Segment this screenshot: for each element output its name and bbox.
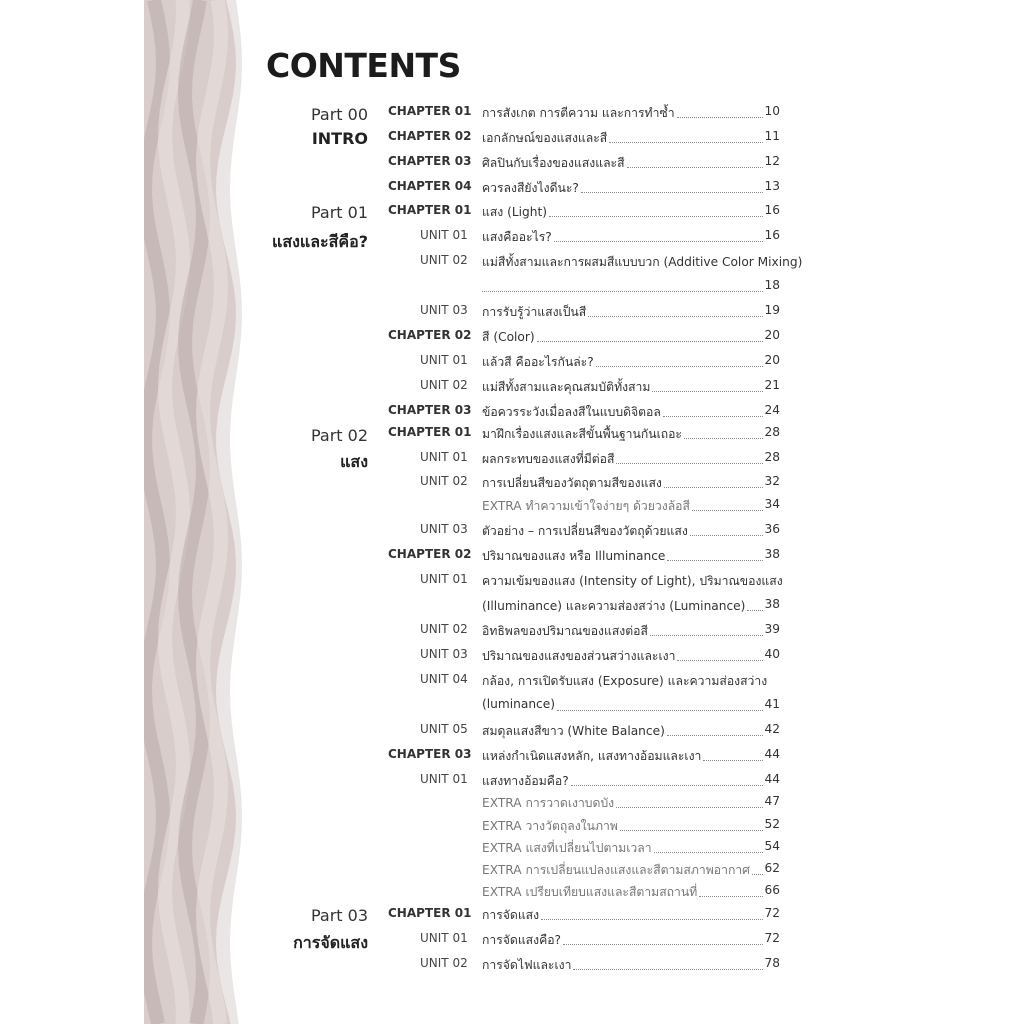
unit-label: UNIT 01 [420, 931, 468, 945]
page-number: 39 [764, 622, 780, 636]
dot-leader [596, 366, 764, 367]
part-number: Part 02 [310, 426, 368, 445]
dot-leader [692, 510, 764, 511]
decorative-wave-band [144, 0, 244, 1024]
page-number: 20 [764, 353, 780, 367]
entry-title: (Illuminance) และความส่องสว่าง (Luminance) [482, 599, 746, 613]
page-number: 42 [764, 722, 780, 736]
dot-leader [667, 560, 763, 561]
dot-leader [616, 463, 763, 464]
dot-leader [747, 610, 763, 611]
dot-leader [563, 944, 763, 945]
entry-title: การจัดแสง [482, 908, 540, 922]
chapter-label: CHAPTER 03 [388, 403, 472, 417]
unit-label: UNIT 01 [420, 450, 468, 464]
page-number: 66 [764, 883, 780, 897]
chapter-label: CHAPTER 02 [388, 129, 472, 143]
extra-title: EXTRA เปรียบเทียบแสงและสีตามสถานที่ [482, 885, 698, 899]
entry-title: เอกลักษณ์ของแสงและสี [482, 131, 608, 145]
dot-leader [554, 241, 764, 242]
chapter-label: CHAPTER 02 [388, 547, 472, 561]
extra-title: EXTRA วางวัตถุลงในภาพ [482, 819, 618, 833]
page-number: 38 [764, 547, 780, 561]
dot-leader [482, 291, 763, 292]
page-number: 16 [764, 228, 780, 242]
entry-title: แสงคืออะไร? [482, 230, 552, 244]
unit-label: UNIT 02 [420, 622, 468, 636]
entry-title: แล้วสี คืออะไรกันล่ะ? [482, 355, 594, 369]
dot-leader [652, 391, 763, 392]
part-number: Part 00 [310, 105, 368, 124]
page-number: 40 [764, 647, 780, 661]
unit-label: UNIT 03 [420, 647, 468, 661]
part-title: INTRO [311, 129, 368, 148]
chapter-label: CHAPTER 03 [388, 154, 472, 168]
unit-label: UNIT 01 [420, 228, 468, 242]
page-number: 10 [764, 104, 780, 118]
page-number: 52 [764, 817, 780, 831]
entry-title: แสง (Light) [482, 205, 548, 219]
page-number: 11 [764, 129, 780, 143]
dot-leader [581, 192, 764, 193]
page-number: 32 [764, 474, 780, 488]
dot-leader [752, 874, 764, 875]
page-number: 19 [764, 303, 780, 317]
page-number: 21 [764, 378, 780, 392]
dot-leader [609, 142, 763, 143]
dot-leader [690, 535, 764, 536]
part-title: แสง [340, 452, 368, 471]
page-number: 41 [764, 697, 780, 711]
page-number: 36 [764, 522, 780, 536]
page-number: 78 [764, 956, 780, 970]
extra-title: EXTRA แสงที่เปลี่ยนไปตามเวลา [482, 841, 652, 855]
entry-title: มาฝึกเรื่องแสงและสีขั้นพื้นฐานกันเถอะ [482, 427, 682, 441]
unit-label: UNIT 02 [420, 956, 468, 970]
chapter-label: CHAPTER 03 [388, 747, 472, 761]
entry-title: แม่สีทั้งสามและคุณสมบัติทั้งสาม [482, 380, 651, 394]
dot-leader [667, 735, 764, 736]
entry-title: ปริมาณของแสง หรือ Illuminance [482, 549, 666, 563]
dot-leader [663, 416, 764, 417]
page-number: 54 [764, 839, 780, 853]
unit-label: UNIT 01 [420, 353, 468, 367]
unit-label: UNIT 04 [420, 672, 468, 686]
page-number: 13 [764, 179, 780, 193]
dot-leader [684, 438, 764, 439]
dot-leader [627, 167, 764, 168]
unit-label: UNIT 03 [420, 522, 468, 536]
entry-title: แม่สีทั้งสามและการผสมสีแบบบวก (Additive Color Mixing) [482, 255, 803, 269]
unit-label: UNIT 01 [420, 572, 468, 586]
entry-title: (luminance) [482, 697, 555, 711]
dot-leader [664, 487, 764, 488]
entry-title: การรับรู้ว่าแสงเป็นสี [482, 305, 587, 319]
dot-leader [588, 316, 763, 317]
page-number: 72 [764, 906, 780, 920]
entry-title: แหล่งกำเนิดแสงหลัก, แสงทางอ้อมและเงา [482, 749, 702, 763]
entry-title: ความเข้มของแสง (Intensity of Light), ปริมาณของแสง [482, 574, 783, 588]
dot-leader [616, 807, 763, 808]
entry-title: ปริมาณของแสงของส่วนสว่างและเงา [482, 649, 676, 663]
entry-title: การเปลี่ยนสีของวัตถุตามสีของแสง [482, 476, 662, 490]
page-number: 20 [764, 328, 780, 342]
entry-title: ควรลงสียังไงดีนะ? [482, 181, 579, 195]
part-title: แสงและสีคือ? [272, 232, 368, 251]
dot-leader [541, 919, 763, 920]
page-number: 12 [764, 154, 780, 168]
dot-leader [549, 216, 763, 217]
unit-label: UNIT 02 [420, 378, 468, 392]
part-title: การจัดแสง [293, 933, 368, 952]
page-number: 44 [764, 772, 780, 786]
chapter-label: CHAPTER 04 [388, 179, 472, 193]
dot-leader [699, 896, 763, 897]
contents-heading: CONTENTS [266, 46, 461, 85]
chapter-label: CHAPTER 02 [388, 328, 472, 342]
chapter-label: CHAPTER 01 [388, 104, 472, 118]
page-number: 38 [764, 597, 780, 611]
page-number: 72 [764, 931, 780, 945]
unit-label: UNIT 03 [420, 303, 468, 317]
unit-label: UNIT 05 [420, 722, 468, 736]
entry-title: อิทธิพลของปริมาณของแสงต่อสี [482, 624, 648, 638]
entry-title: การจัดแสงคือ? [482, 933, 562, 947]
part-number: Part 01 [310, 203, 368, 222]
entry-title: การจัดไฟและเงา [482, 958, 572, 972]
entry-title: สมดุลแสงสีขาว (White Balance) [482, 724, 665, 738]
page-number: 16 [764, 203, 780, 217]
unit-label: UNIT 01 [420, 772, 468, 786]
page-number: 62 [764, 861, 780, 875]
page-number: 24 [764, 403, 780, 417]
unit-label: UNIT 02 [420, 253, 468, 267]
dot-leader [677, 117, 764, 118]
dot-leader [537, 341, 764, 342]
page-number: 28 [764, 425, 780, 439]
entry-title: ผลกระทบของแสงที่มีต่อสี [482, 452, 615, 466]
dot-leader [571, 785, 764, 786]
dot-leader [654, 852, 764, 853]
page-number: 47 [764, 794, 780, 808]
chapter-label: CHAPTER 01 [388, 425, 472, 439]
entry-title: กล้อง, การเปิดรับแสง (Exposure) และความส่องสว่าง [482, 674, 768, 688]
dot-leader [677, 660, 763, 661]
entry-title: ศิลปินกับเรื่องของแสงและสี [482, 156, 625, 170]
page-number: 34 [764, 497, 780, 511]
extra-title: EXTRA การเปลี่ยนแปลงแสงและสีตามสภาพอากาศ [482, 863, 750, 877]
unit-label: UNIT 02 [420, 474, 468, 488]
dot-leader [703, 760, 763, 761]
entry-title: สี (Color) [482, 330, 535, 344]
entry-title: ข้อควรระวังเมื่อลงสีในแบบดิจิตอล [482, 405, 661, 419]
chapter-label: CHAPTER 01 [388, 203, 472, 217]
extra-title: EXTRA ทำความเข้าใจง่ายๆ ด้วยวงล้อสี [482, 499, 690, 513]
entry-title: แสงทางอ้อมคือ? [482, 774, 569, 788]
dot-leader [650, 635, 764, 636]
chapter-label: CHAPTER 01 [388, 906, 472, 920]
entry-title: การสังเกต การตีความ และการทำซ้ำ [482, 106, 675, 120]
extra-title: EXTRA การวาดเงาบดบัง [482, 796, 615, 810]
page-number: 18 [764, 278, 780, 292]
entry-title: ตัวอย่าง – การเปลี่ยนสีของวัตถุด้วยแสง [482, 524, 688, 538]
dot-leader [573, 969, 763, 970]
page-number: 28 [764, 450, 780, 464]
page-number: 44 [764, 747, 780, 761]
dot-leader [557, 710, 763, 711]
dot-leader [620, 830, 764, 831]
part-number: Part 03 [310, 906, 368, 925]
